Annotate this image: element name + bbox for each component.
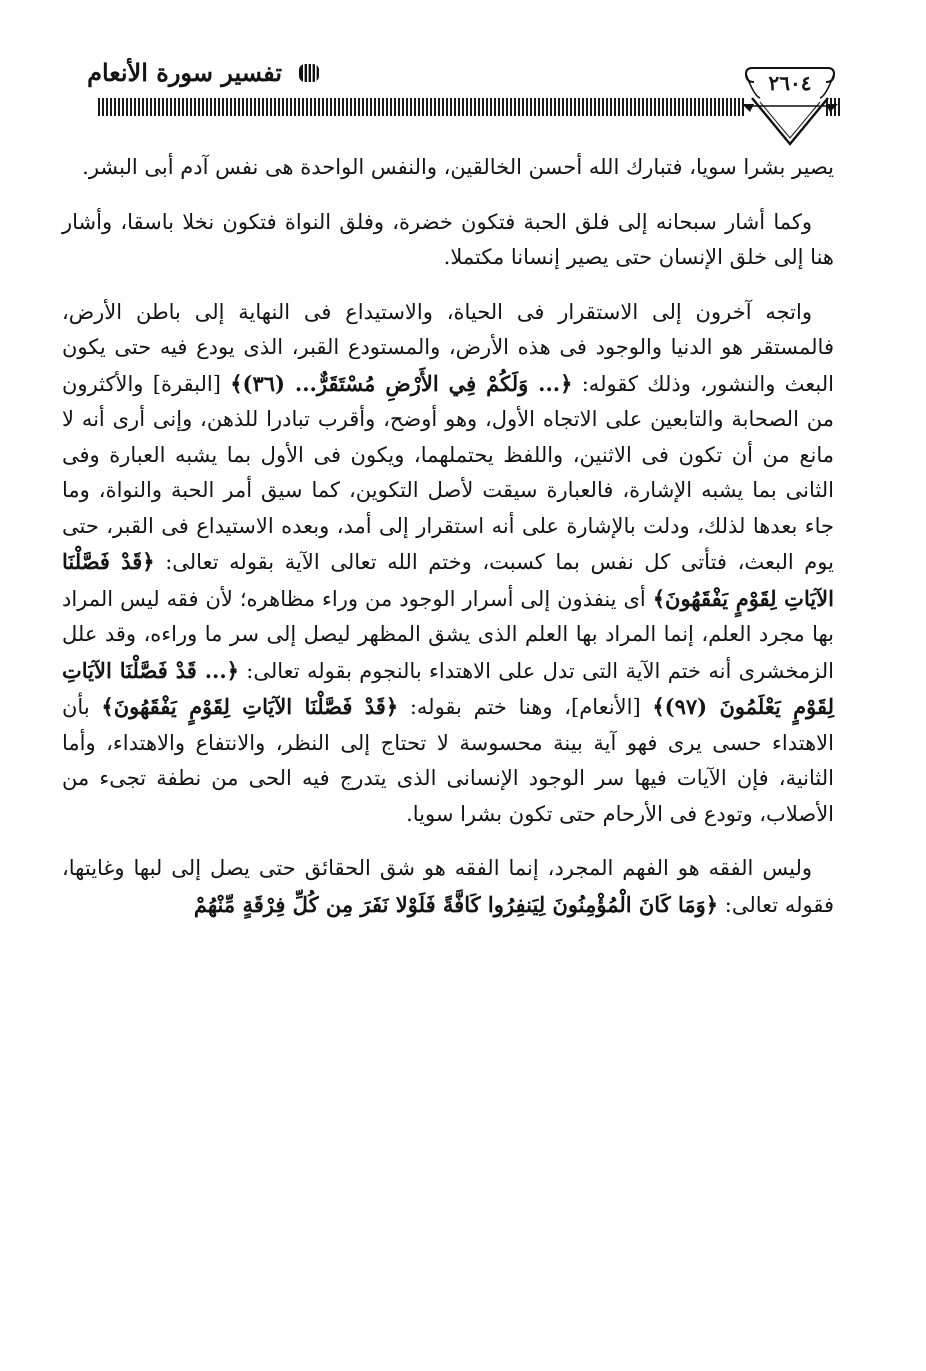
running-title: تفسير سورة الأنعام — [87, 58, 282, 87]
paragraph-3-text-2: [البقرة] والأكثرون من الصحابة والتابعين على الاتجاه الأول، وهو أوضح، وأقرب تبادرا للذهن، وإنى أرى أنه لا مانع من أن تكون فى الاثنين، واللفظ يحتملهما، ويكون فى الأول بما يشبه العبارة وفى الثانى بما يشبه الإشارة، فالعبارة سيقت لأصل التكوين، كما سيق أمر الحبة والنواة، وما جاء بعدها لذلك، ودلت بالإشارة على أنه استقرار إلى أمد، وبعده الاستيداع فى القبر، حتى يوم البعث، فتأتى كل نفس بما كسبت، وختم الله تعالى الآية بقوله تعالى: — [62, 371, 834, 574]
paragraph-4 — [62, 851, 834, 923]
paragraph-4-text-1: وليس الفقه هو الفهم المجرد، إنما الفقه هو شق الحقائق حتى يصل إلى لبها وغايتها، فقوله تعالى: — [62, 856, 834, 917]
quran-verse-5: ﴿وَمَا كَانَ الْمُؤْمِنُونَ لِيَنفِرُوا كَافَّةً فَلَوْلا نَفَرَ مِن كُلِّ فِرْقَةٍ مِّنْهُمْ — [193, 891, 719, 917]
quran-verse-3: ﴿... قَدْ فَصَّلْنَا الآيَاتِ لِقَوْمٍ يَعْلَمُونَ (٩٧)﴾ — [62, 657, 835, 719]
paragraph-3-text-4: [الأنعام]، وهنا ختم بقوله: — [398, 695, 653, 719]
page-header — [0, 0, 926, 150]
quran-verse-2: ﴿قَدْ فَصَّلْنَا الآيَاتِ لِقَوْمٍ يَفْقَهُونَ﴾ — [62, 549, 834, 611]
page-body — [62, 150, 834, 942]
paragraph-1: يصير بشرا سويا، فتبارك الله أحسن الخالقين، والنفس الواحدة هى نفس آدم أبى البشر. — [82, 155, 834, 179]
header-rule — [98, 98, 746, 116]
paragraph-3-text-1: واتجه آخرون إلى الاستقرار فى الحياة، والاستيداع فى النهاية إلى باطن الأرض، فالمستقر هو الدنيا والوجود فى هذه الأرض، والمستودع القبر، الذى يودع فيه حتى يكون البعث والنشور، وذلك كقوله: — [62, 299, 834, 396]
page-number: ٢٦٠٤ — [768, 71, 812, 95]
ornament-icon — [296, 62, 322, 84]
paragraph-3-text-5: بأن الاهتداء حسى يرى فهو آية بينة محسوسة لا تحتاج إلى النظر، والانتفاع والاهتداء، وأما الثانية، فإن الآيات فيها سر الوجود الإنسانى الذى يتدرج فيه الحى من نطفة تجىء من الأصلاب، وتودع فى الأرحام حتى تكون بشرا سويا. — [62, 695, 834, 826]
paragraph-2: وكما أشار سبحانه إلى فلق الحبة فتكون خضرة، وفلق النواة فتكون نخلا باسقا، وأشار هنا إلى خلق الإنسان حتى يصير إنسانا مكتملا. — [62, 209, 834, 269]
paragraph-3-text-3: أى ينفذون إلى أسرار الوجود من وراء مظاهره؛ لأن فقه ليس المراد بها مجرد العلم، إنما المراد بها العلم الذى يشق المظهر ليصل إلى سر ما وراءه، وقد علل الزمخشرى أنه ختم الآية التى تدل على الاهتداء بالنجوم بقوله تعالى: — [62, 586, 834, 683]
quran-verse-4: ﴿قَدْ فَصَّلْنَا الآيَاتِ لِقَوْمٍ يَفْقَهُونَ﴾ — [101, 694, 399, 719]
paragraph-3 — [62, 295, 834, 833]
quran-verse-1: ﴿... وَلَكُمْ فِي الأَرْضِ مُسْتَقَرٌّ... (٣٦)﴾ — [230, 370, 573, 396]
